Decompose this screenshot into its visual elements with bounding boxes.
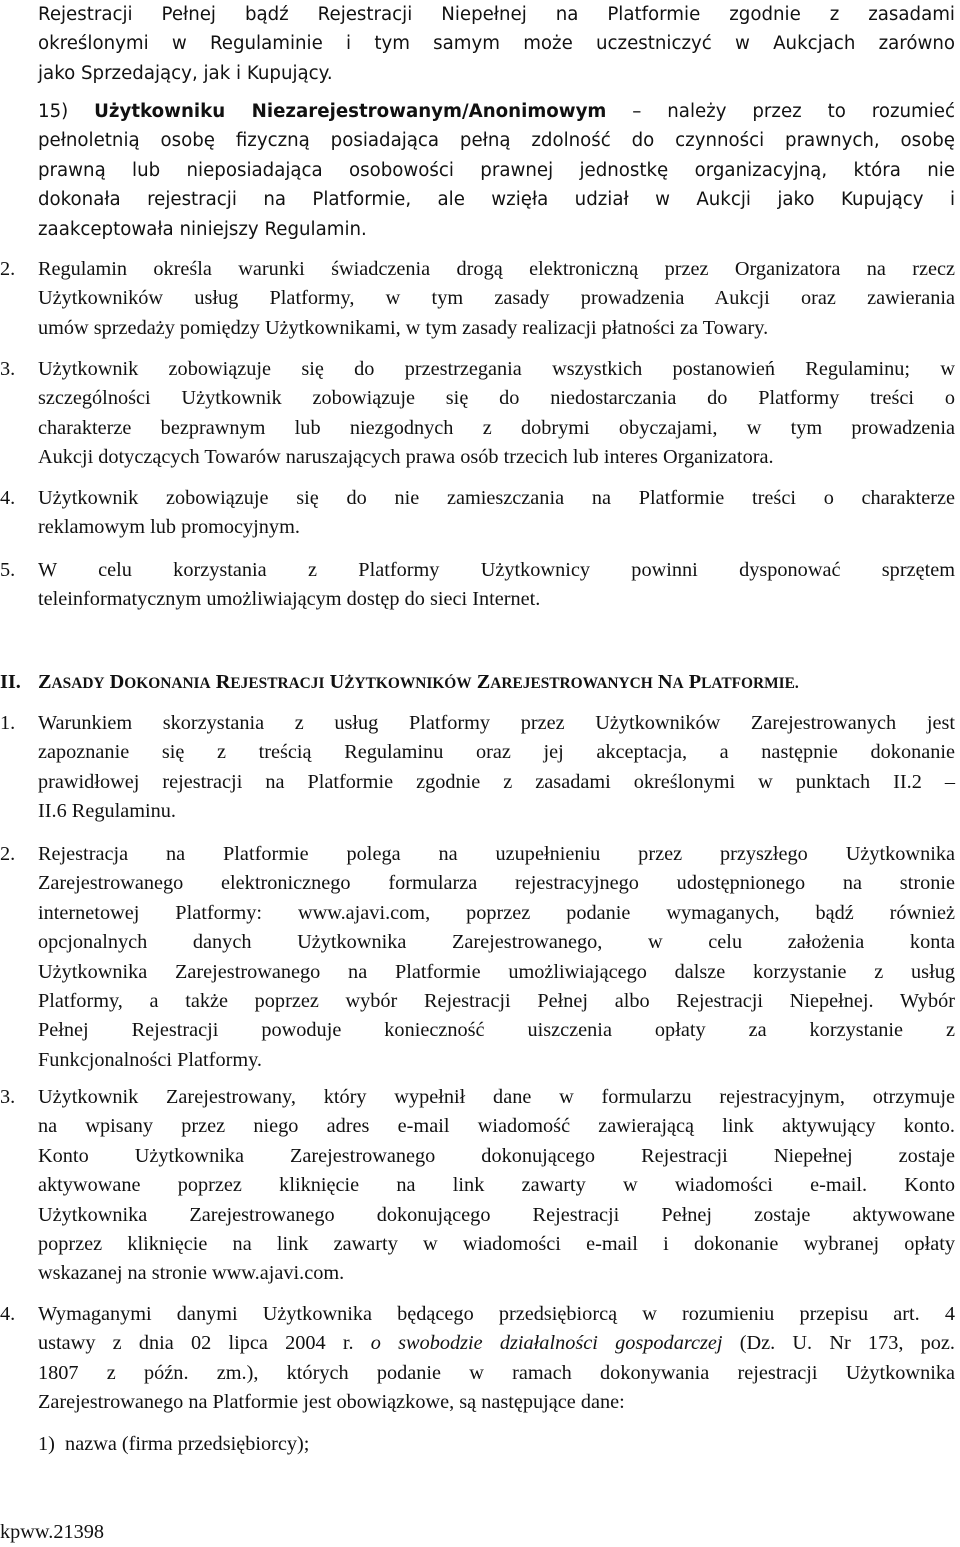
text-line: Zarejestrowanego elektronicznego formularza rejestracyjnego udostępnionego na stronie (38, 872, 955, 895)
act-title: o swobodzie działalności gospodarczej (370, 1332, 723, 1355)
text-line: Funkcjonalności Platformy. (38, 1048, 263, 1071)
text-line: Aukcji dotyczących Towarów naruszających prawa osób trzecich lub interes Organizatora. (38, 446, 774, 469)
text-line: Warunkiem skorzystania z usług Platformy przez Użytkowników Zarejestrowanych jest (38, 712, 955, 734)
text-line: W celu korzystania z Platformy Użytkownicy powinni dysponować sprzętem (38, 559, 955, 581)
definition-15 (38, 97, 955, 244)
definition-number: 15) (38, 101, 69, 122)
text-line: umów sprzedaży pomiędzy Użytkownikami, w tym zasady realizacji płatności za Towary. (38, 316, 769, 339)
item-number: 4. (0, 487, 16, 509)
text-line: internetowej Platformy: www.ajavi.com, poprzez podanie wymaganych, bądź również (38, 901, 955, 924)
text-line: szczególności Użytkownik zobowiązuje się do niedostarczania do Platformy treści o (38, 387, 955, 410)
text-line: poprzez kliknięcie na link zawarty w wiadomości e-mail i dokonanie wybranej opłaty (38, 1232, 955, 1255)
footer-watermark: kpww.21398 (0, 1521, 105, 1543)
text-line: Zarejestrowanego na Platformie jest obowiązkowe, są następujące dane: (38, 1391, 625, 1414)
definition-first-line (38, 97, 955, 126)
text-line: II.6 Regulaminu. (38, 800, 176, 823)
text-line: prawidłowej rejestracji na Platformie zgodnie z zasadami określonymi w punktach II.2 – (38, 770, 955, 793)
item-number: 4. (0, 1303, 16, 1325)
text-run: ustawy z dnia 02 lipca 2004 r. (38, 1332, 371, 1355)
definition-term: Użytkowniku Niezarejestrowanym/Anonimowym (94, 101, 607, 122)
text-line: Pełnej Rejestracji powoduje konieczność uiszczenia opłaty za korzystanie z (38, 1019, 955, 1042)
text-line: Użytkowników usług Platformy, w tym zasady prowadzenia Aukcji oraz zawierania (38, 287, 955, 310)
text-line: Rejestracji Pełnej bądź Rejestracji Niepełnej na Platformie zgodnie z zasadami (38, 4, 955, 25)
section-2-heading (0, 668, 960, 697)
text-line: Platformy, a także poprzez wybór Rejestracji Pełnej albo Rejestracji Niepełnej. Wybór (38, 989, 955, 1012)
text-line: Konto Użytkownika Zarejestrowanego dokonującego Rejestracji Niepełnej zostaje (38, 1144, 955, 1167)
text-line: Użytkownik Zarejestrowany, który wypełnił dane w formularzu rejestracyjnym, otrzymuje (38, 1086, 955, 1108)
item-number: 3. (0, 1086, 16, 1108)
text-line: prawną lub nieposiadająca osobowości prawnej jednostkę organizacyjną, która nie (38, 159, 955, 181)
text-line: Użytkownika Zarejestrowanego dokonującego Rejestracji Pełnej zostaje aktywowane (38, 1203, 955, 1226)
text-line: jako Sprzedający, jak i Kupujący. (38, 62, 333, 84)
section-title: ZASADY DOKONANIA REJESTRACJI UŻYTKOWNIKÓW ZAREJESTROWANYCH NA PLATFORMIE. (38, 671, 799, 693)
text-line: dokonała rejestracji na Platformie, ale wzięła udział w Aukcji jako Kupujący i (38, 189, 955, 211)
text-line: reklamowym lub promocyjnym. (38, 516, 300, 539)
section-numeral: II. (0, 671, 21, 693)
text-line: Regulamin określa warunki świadczenia drogą elektroniczną przez Organizatora na rzecz (38, 258, 955, 280)
subitem-text: nazwa (firma przedsiębiorcy); (65, 1433, 310, 1455)
subitem-1 (38, 1430, 938, 1459)
text-line: aktywowane poprzez kliknięcie na link zawarty w wiadomości e-mail. Konto (38, 1174, 955, 1197)
text-line (38, 1430, 938, 1459)
text-line-with-italic (38, 1329, 955, 1358)
text-line: 1807 z późn. zm.), których podanie w ramach dokonywania rejestracji Użytkownika (38, 1361, 955, 1384)
text-line: określonymi w Regulaminie i tym samym może uczestniczyć w Aukcjach zarówno (38, 33, 955, 55)
text-line: Użytkownika Zarejestrowanego na Platformie umożliwiającego dalsze korzystanie z usług (38, 960, 955, 983)
text-line: Rejestracja na Platformie polega na uzupełnieniu przez przyszłego Użytkownika (38, 843, 955, 865)
text-line: Użytkownik zobowiązuje się do nie zamieszczania na Platformie treści o charakterze (38, 487, 955, 509)
item-number: 3. (0, 358, 16, 380)
text-line: na wpisany przez niego adres e-mail wiadomość zawierającą link aktywujący konto. (38, 1115, 955, 1138)
text-line: Użytkownik zobowiązuje się do przestrzegania wszystkich postanowień Regulaminu; w (38, 358, 955, 380)
intro-paragraph (38, 0, 955, 88)
definition-intro: – należy przez to rozumieć (632, 101, 955, 122)
text-line: Wymaganymi danymi Użytkownika będącego przedsiębiorcą w rozumieniu przepisu art. 4 (38, 1303, 955, 1325)
item-number: 2. (0, 258, 16, 280)
subitem-number: 1) (38, 1433, 55, 1455)
item-number: 1. (0, 712, 16, 734)
text-line: pełnoletnią osobę fizyczną posiadająca pełną zdolność do czynności prawnych, osobę (38, 130, 955, 152)
text-line: wskazanej na stronie www.ajavi.com. (38, 1262, 345, 1285)
item-number: 2. (0, 843, 16, 865)
text-line: charakterze bezprawnym lub niezgodnych z dobrymi obyczajami, w tym prowadzenia (38, 416, 955, 439)
text-line: teleinformatycznym umożliwiającym dostęp do sieci Internet. (38, 588, 541, 611)
text-line: opcjonalnych danych Użytkownika Zarejestrowanego, w celu założenia konta (38, 931, 955, 954)
text-line: zapoznanie się z treścią Regulaminu oraz jej akceptacja, a następnie dokonanie (38, 741, 955, 764)
text-line: zaakceptowała niniejszy Regulamin. (38, 218, 367, 240)
text-run: (Dz. U. Nr 173, poz. (722, 1332, 955, 1355)
item-number: 5. (0, 559, 16, 581)
